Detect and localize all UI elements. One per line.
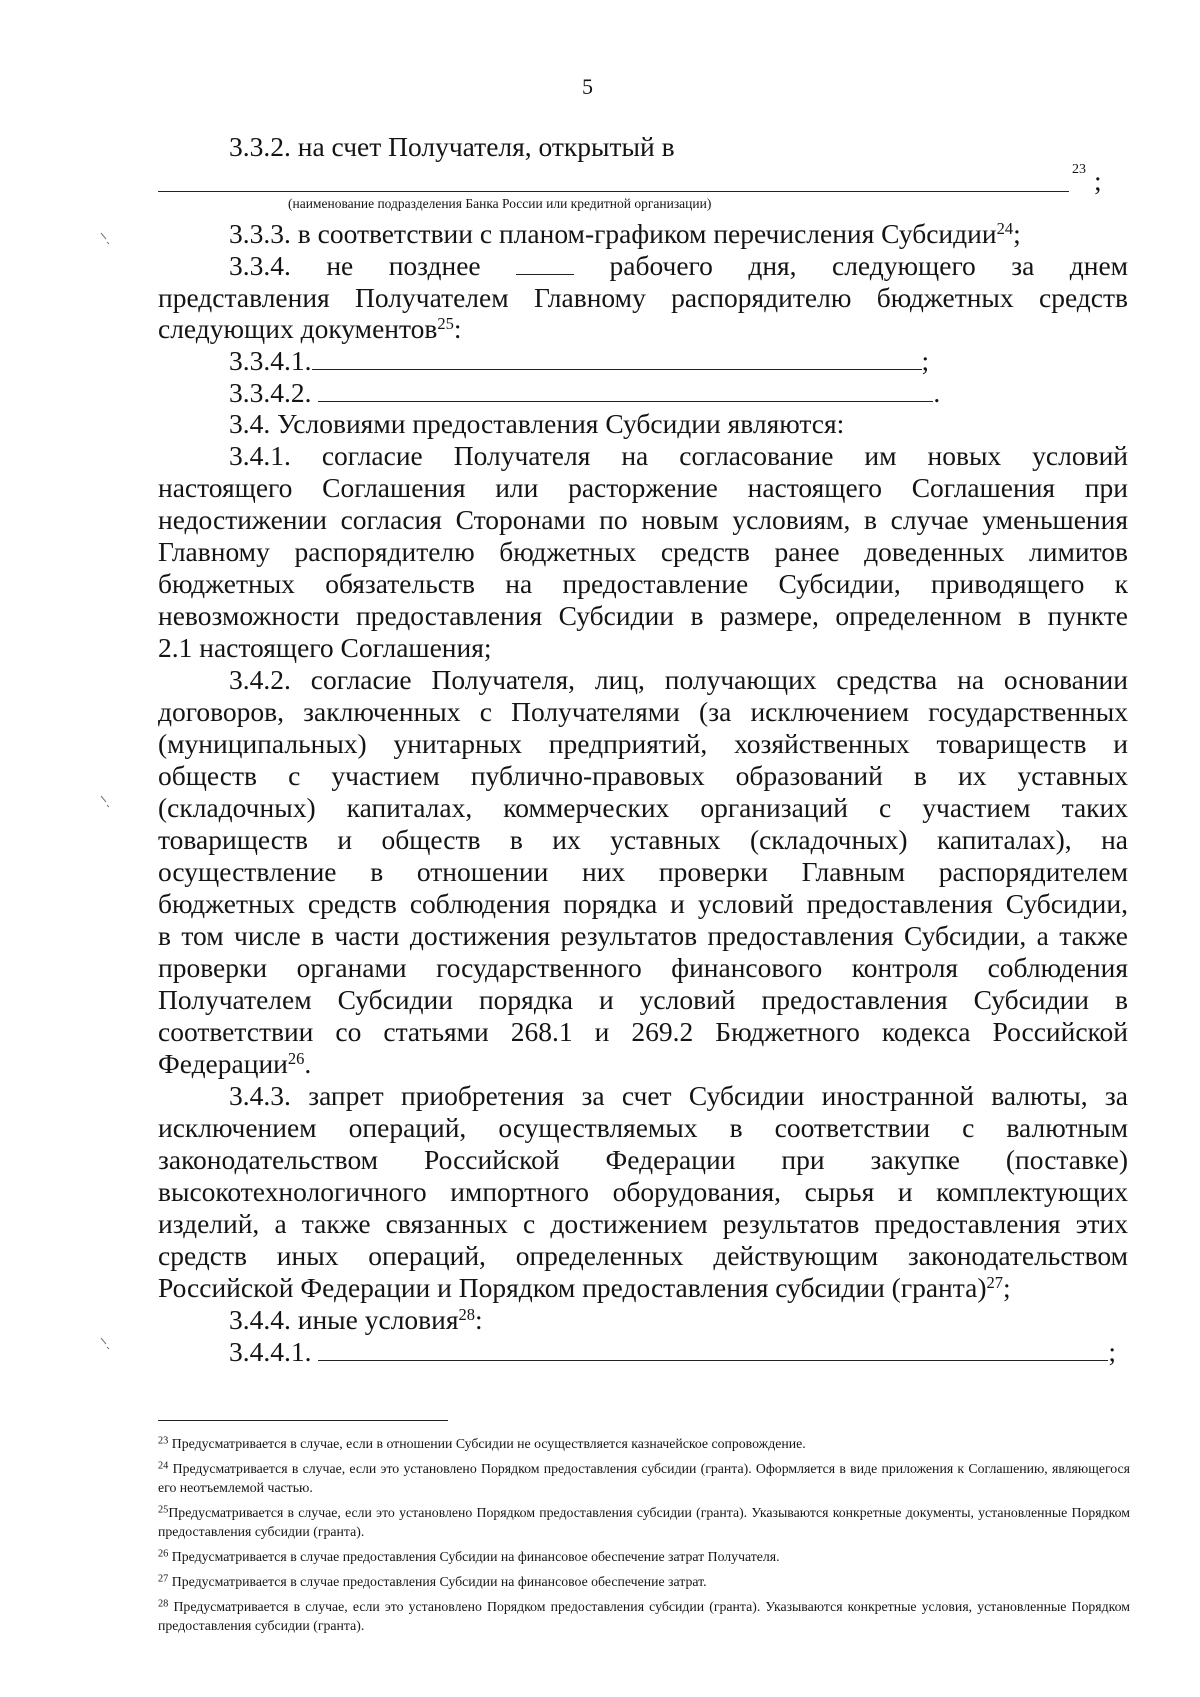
text-line: представления Получателем Главному распорядителю бюджетных средств <box>158 282 1128 313</box>
text-line: бюджетных средств соблюдения порядка и условий предоставления Субсидии, <box>158 888 1128 919</box>
footnote-23: $^{23}$ Предусматривается в случае, если в отношении Субсидии не осуществляется казначейское сопровождение. <box>158 1435 806 1451</box>
bank-name-blank <box>158 191 1069 192</box>
scan-mark <box>100 232 110 248</box>
text-line: недостижении согласия Сторонами по новым условиям, в случае уменьшения <box>158 504 1128 535</box>
text-line: проверки органами государственного финансового контроля соблюдения <box>158 952 1128 983</box>
text-line: изделий, а также связанных с достижением результатов предоставления этих <box>158 1208 1128 1239</box>
text-line: Федерации$^{26}$. <box>158 1048 312 1079</box>
text-line: Главному распорядителю бюджетных средств ранее доведенных лимитов <box>158 536 1128 567</box>
clause-3-3-4: 3.3.4. не позднее рабочего дня, следующего за днем <box>229 250 1129 281</box>
page-number: 5 <box>582 74 593 99</box>
clause-3-3-3: 3.3.3. в соответствии с планом-графиком перечисления Субсидии$^{24}$; <box>229 218 1021 249</box>
footnote-separator <box>158 1420 448 1421</box>
clause-3-4: 3.4. Условиями предоставления Субсидии являются: <box>229 408 845 439</box>
text-line: Российской Федерации и Порядком предоставления субсидии (гранта)$^{27}$; <box>158 1272 1011 1303</box>
footnote-27: $^{27}$ Предусматривается в случае предоставления Субсидии на финансовое обеспечение затрат. <box>158 1573 707 1589</box>
text-line: высокотехнологичного импортного оборудования, сырья и комплектующих <box>158 1176 1128 1207</box>
text-line: бюджетных обязательств на предоставление Субсидии, приводящего к <box>158 568 1128 599</box>
text-line: соответствии со статьями 268.1 и 269.2 Бюджетного кодекса Российской <box>158 1016 1128 1047</box>
scan-mark <box>100 1337 110 1353</box>
text-line: невозможности предоставления Субсидии в размере, определенном в пункте <box>158 600 1128 631</box>
bank-name-caption: (наименование подразделения Банка России или кредитной организации) <box>288 196 712 211</box>
footnote-ref-24: 24 <box>996 218 1014 238</box>
text-line: средств иных операций, определенных действующим законодательством <box>158 1240 1128 1271</box>
footnote-25: $^{25}$Предусматривается в случае, если это установлено Порядком предоставления субсидии (гранта). Указываются конкретные документы, установленные Порядком предоставления субсидии (гранта). <box>158 1504 1130 1539</box>
footnote-ref-28: 28 <box>458 1304 476 1324</box>
semicolon: ; <box>1094 165 1102 196</box>
clause-3-4-3: 3.4.3. запрет приобретения за счет Субсидии иностранной валюты, за <box>229 1080 1128 1111</box>
text-line: договоров, заключенных с Получателями (за исключением государственных <box>158 696 1128 727</box>
condition-1-blank <box>318 1338 1108 1361</box>
text-line: следующих документов$^{25}$: <box>158 313 462 344</box>
clause-3-4-4: 3.4.4. иные условия$^{28}$: <box>229 1304 483 1335</box>
clause-3-4-1: 3.4.1. согласие Получателя на согласование им новых условий <box>229 440 1128 471</box>
footnote-ref-27: 27 <box>986 1272 1003 1292</box>
clause-3-4-4-1: 3.4.4.1. ; <box>229 1336 1117 1367</box>
text-line: Получателем Субсидии порядка и условий предоставления Субсидии в <box>158 984 1128 1015</box>
clause-3-4-2: 3.4.2. согласие Получателя, лиц, получающих средства на основании <box>229 664 1128 695</box>
clause-3-3-4-1: 3.3.4.1. ; <box>229 345 930 376</box>
footnote-26: $^{26}$ Предусматривается в случае предоставления Субсидии на финансовое обеспечение затрат Получателя. <box>158 1548 780 1564</box>
text-line: в том числе в части достижения результатов предоставления Субсидии, а также <box>158 920 1128 951</box>
text-line: (муниципальных) унитарных предприятий, хозяйственных товариществ и <box>158 728 1128 759</box>
scan-mark <box>100 795 110 811</box>
footnote-ref-23: 23 <box>1072 162 1086 177</box>
document-1-blank <box>312 347 922 370</box>
clause-3-3-2: 3.3.2. на счет Получателя, открытый в <box>229 131 675 162</box>
text-line: законодательством Российской Федерации при закупке (поставке) <box>158 1144 1128 1175</box>
footnote-ref-25: 25 <box>437 313 454 333</box>
footnote-24: $^{24}$ Предусматривается в случае, если это установлено Порядком предоставления субсидии (гранта). Оформляется в виде приложения к Соглашению, являющегося его неотъемлемой частью. <box>158 1460 1130 1495</box>
text-line: 2.1 настоящего Соглашения; <box>158 632 492 663</box>
text-line: исключением операций, осуществляемых в соответствии с валютным <box>158 1112 1128 1143</box>
text-line: осуществление в отношении них проверки Главным распорядителем <box>158 856 1128 887</box>
footnote-ref-26: 26 <box>287 1048 305 1068</box>
text-line: настоящего Соглашения или расторжение настоящего Соглашения при <box>158 472 1128 503</box>
document-2-blank <box>318 379 933 402</box>
days-blank <box>516 252 574 275</box>
clause-3-3-4-2: 3.3.4.2. . <box>229 377 941 408</box>
text-line: обществ с участием публично-правовых образований в их уставных <box>158 760 1128 791</box>
text-line: товариществ и обществ в их уставных (складочных) капиталах), на <box>158 824 1128 855</box>
footnote-28: $^{28}$ Предусматривается в случае, если это установлено Порядком предоставления субсидии (гранта). Указываются конкретные условия, установленные Порядком предоставления субсидии (гранта). <box>158 1598 1130 1633</box>
text-line: (складочных) капиталах, коммерческих организаций с участием таких <box>158 792 1128 823</box>
